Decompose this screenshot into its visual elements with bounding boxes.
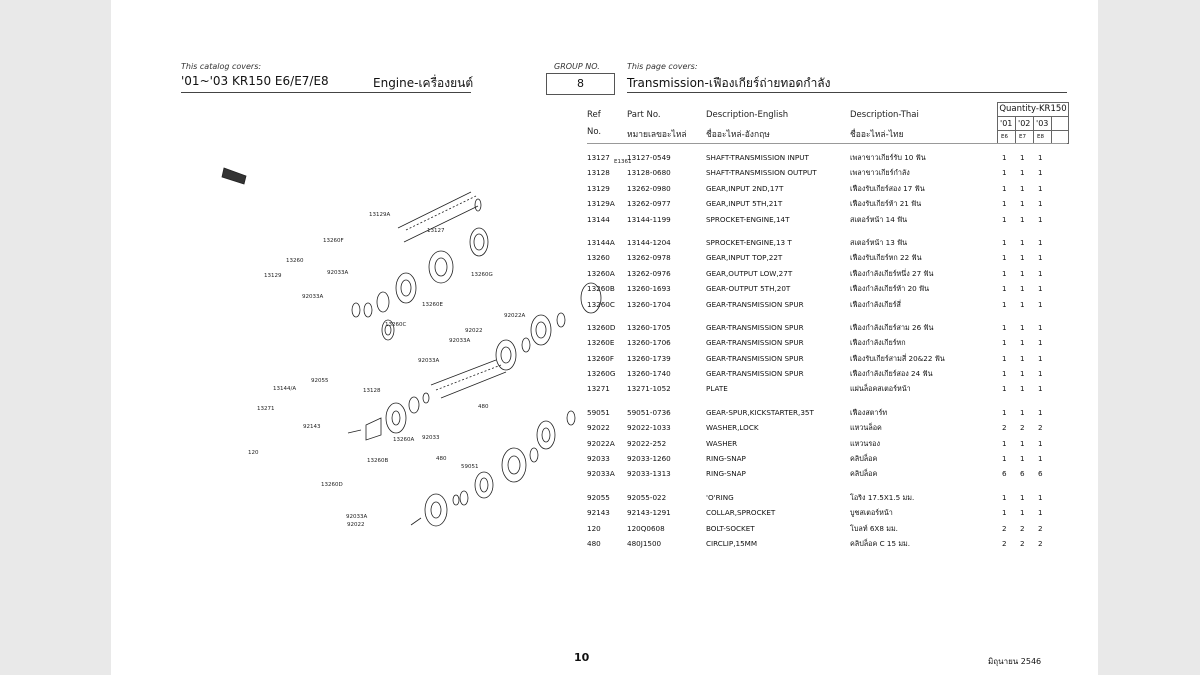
description-thai-cell: สเตอร์หน้า 13 ฟัน bbox=[850, 237, 908, 247]
gear-13260 bbox=[396, 273, 416, 303]
part-number-cell: 13127-0549 bbox=[627, 153, 671, 162]
ref-cell: 13144A bbox=[587, 237, 615, 247]
col-desc-en-2: ชื่ออะไหล่-อังกฤษ bbox=[706, 130, 770, 140]
description-english-cell: 'O'RING bbox=[706, 492, 734, 502]
description-english-cell: SPROCKET-ENGINE,13 T bbox=[706, 237, 792, 247]
table-row bbox=[587, 366, 1057, 381]
qty-03-cell: 1 bbox=[1038, 237, 1043, 247]
part-number-cell: 92022-252 bbox=[627, 438, 667, 448]
diagram-label: 120 bbox=[248, 450, 259, 456]
qty-01-cell: 1 bbox=[1002, 508, 1007, 518]
gear-13260f bbox=[429, 251, 453, 283]
qty-03-cell: 1 bbox=[1038, 492, 1043, 502]
page-covers-label: This page covers: bbox=[627, 62, 698, 71]
table-row bbox=[587, 351, 1057, 366]
qty-03-cell: 1 bbox=[1038, 369, 1043, 379]
ref-cell: 13128 bbox=[587, 168, 610, 178]
table-row bbox=[587, 420, 1057, 435]
qty-03-cell: 1 bbox=[1038, 199, 1043, 209]
gear-13260e bbox=[531, 315, 551, 345]
table-row bbox=[587, 381, 1057, 396]
part-number-cell: 13128-0680 bbox=[627, 168, 671, 178]
part-number-cell: 92143-1291 bbox=[627, 508, 671, 518]
qty-02-cell: 1 bbox=[1020, 214, 1025, 224]
ref-cell: 13260B bbox=[587, 284, 615, 294]
table-row bbox=[587, 335, 1057, 350]
part-number-cell: 92022-1033 bbox=[627, 423, 671, 433]
description-thai-cell: คลิปล็อค bbox=[850, 469, 878, 479]
description-english-cell: PLATE bbox=[706, 384, 728, 394]
qty-01-cell: 1 bbox=[1002, 407, 1007, 417]
qty-03-cell: 2 bbox=[1038, 423, 1043, 433]
year-03: '03 bbox=[1036, 119, 1049, 128]
model-e8: E8 bbox=[1037, 134, 1044, 140]
ref-cell: 13144 bbox=[587, 214, 610, 224]
description-thai-cell: สเตอร์หน้า 14 ฟัน bbox=[850, 214, 908, 224]
model-e7: E7 bbox=[1019, 134, 1026, 140]
diagram-label: 92033A bbox=[449, 338, 471, 344]
qty-01-cell: 1 bbox=[1002, 454, 1007, 464]
page-date: มิถุนายน 2546 bbox=[988, 657, 1042, 666]
qty-01-cell: 1 bbox=[1002, 183, 1007, 193]
description-thai-cell: เฟืองรับเกียร์สอง 17 ฟัน bbox=[850, 183, 925, 193]
header-rule-left bbox=[181, 92, 471, 93]
qty-02-cell: 1 bbox=[1020, 268, 1025, 278]
diagram-label: 13260C bbox=[385, 322, 407, 328]
ref-cell: 92033A bbox=[587, 469, 615, 479]
quantity-title: Quantity-KR150 bbox=[999, 104, 1067, 114]
part-number-cell: 13260-1704 bbox=[627, 299, 671, 309]
ref-cell: 92033 bbox=[587, 454, 610, 464]
table-row bbox=[587, 150, 1057, 165]
page-title: Transmission-เฟืองเกียร์ถ่ายทอดกำลัง bbox=[627, 76, 831, 90]
description-thai-cell: เฟืองกำลังเกียร์สอง 24 ฟัน bbox=[850, 369, 933, 379]
description-english-cell: GEAR-TRANSMISSION SPUR bbox=[706, 369, 804, 379]
model-title: '01~'03 KR150 E6/E7/E8 bbox=[181, 74, 329, 88]
qty-01-cell: 1 bbox=[1002, 284, 1007, 294]
diagram-label: 59051 bbox=[461, 464, 479, 470]
table-row bbox=[587, 466, 1057, 481]
description-english-cell: SHAFT-TRANSMISSION OUTPUT bbox=[706, 168, 817, 178]
diagram-label: 92022 bbox=[347, 522, 365, 528]
diagram-label: 92033A bbox=[327, 270, 349, 276]
diagram-label: 13129 bbox=[264, 273, 282, 279]
ref-cell: 13260C bbox=[587, 299, 615, 309]
diagram-label: 480 bbox=[436, 456, 447, 462]
qty-02-cell: 2 bbox=[1020, 523, 1025, 533]
description-english-cell: RING-SNAP bbox=[706, 454, 746, 464]
description-thai-cell: เฟืองรับเกียร์สามสี่ 20&22 ฟัน bbox=[850, 353, 945, 363]
qty-02-cell: 1 bbox=[1020, 322, 1025, 332]
qty-03-cell: 1 bbox=[1038, 284, 1043, 294]
part-number-cell: 120Q0608 bbox=[627, 523, 665, 533]
description-thai-cell: โอริง 17.5X1.5 มม. bbox=[850, 492, 915, 502]
diagram-label: 13127 bbox=[427, 228, 445, 234]
qty-03-cell: 1 bbox=[1038, 454, 1043, 464]
qty-02-cell: 1 bbox=[1020, 299, 1025, 309]
part-number-cell: 92055-022 bbox=[627, 492, 667, 502]
col-part: Part No. bbox=[627, 110, 661, 120]
ref-cell: 92143 bbox=[587, 508, 610, 518]
qty-03-cell: 2 bbox=[1038, 538, 1043, 548]
part-number-cell: 92033-1313 bbox=[627, 469, 671, 479]
ref-cell: 13260D bbox=[587, 322, 616, 332]
diagram-label: 92022 bbox=[465, 328, 483, 334]
ref-cell: 13127 bbox=[587, 153, 610, 162]
qty-01-cell: 1 bbox=[1002, 199, 1007, 209]
table-row bbox=[587, 235, 1057, 250]
description-thai-cell: เฟืองสตาร์ท bbox=[850, 407, 888, 417]
description-english-cell: GEAR-SPUR,KICKSTARTER,35T bbox=[706, 407, 814, 417]
description-thai-cell: เพลาขาวเกียร์รับ 10 ฟัน bbox=[850, 153, 926, 162]
description-thai-cell: แหวนล็อค bbox=[850, 423, 882, 433]
diagram-label: 13128 bbox=[363, 388, 381, 394]
diagram-label: 13260B bbox=[367, 458, 389, 464]
table-row bbox=[587, 405, 1057, 420]
part-number-cell: 13260-1705 bbox=[627, 322, 671, 332]
description-english-cell: GEAR-TRANSMISSION SPUR bbox=[706, 353, 804, 363]
part-number-cell: 13260-1706 bbox=[627, 338, 671, 348]
col-desc-en: Description-English bbox=[706, 110, 789, 120]
qty-02-cell: 1 bbox=[1020, 369, 1025, 379]
diagram-label: 92033A bbox=[346, 514, 368, 520]
qty-01-cell: 1 bbox=[1002, 338, 1007, 348]
description-english-cell: GEAR,INPUT 5TH,21T bbox=[706, 199, 783, 209]
qty-03-cell: 1 bbox=[1038, 268, 1043, 278]
diagram-label: 92033A bbox=[302, 294, 324, 300]
ref-cell: 120 bbox=[587, 523, 601, 533]
column-header-rule bbox=[587, 143, 1067, 144]
qty-03-cell: 1 bbox=[1038, 183, 1043, 193]
ref-cell: 92055 bbox=[587, 492, 610, 502]
part-number-cell: 59051-0736 bbox=[627, 407, 671, 417]
diagram-label: 13271 bbox=[257, 406, 275, 412]
description-thai-cell: โบลท์ 6X8 มม. bbox=[850, 523, 898, 533]
year-01: '01 bbox=[1000, 119, 1013, 128]
qty-03-cell: 6 bbox=[1038, 469, 1043, 479]
description-english-cell: SHAFT-TRANSMISSION INPUT bbox=[706, 153, 809, 162]
table-row bbox=[587, 490, 1057, 505]
part-number-cell: 13260-1739 bbox=[627, 353, 671, 363]
table-row bbox=[587, 297, 1057, 312]
gear-13260a bbox=[502, 448, 526, 482]
description-english-cell: SPROCKET-ENGINE,14T bbox=[706, 214, 790, 224]
col-ref: Ref bbox=[587, 110, 601, 120]
qty-03-cell: 1 bbox=[1038, 253, 1043, 263]
qty-01-cell: 1 bbox=[1002, 353, 1007, 363]
diagram-label: 92055 bbox=[311, 378, 329, 384]
ref-cell: 92022 bbox=[587, 423, 610, 433]
qty-03-cell: 1 bbox=[1038, 384, 1043, 394]
qty-02-cell: 1 bbox=[1020, 199, 1025, 209]
ref-cell: 13260G bbox=[587, 369, 616, 379]
table-row bbox=[587, 212, 1057, 227]
ref-cell: 59051 bbox=[587, 407, 610, 417]
gear-13129a bbox=[470, 228, 488, 256]
qty-01-cell: 1 bbox=[1002, 237, 1007, 247]
qty-02-cell: 1 bbox=[1020, 492, 1025, 502]
diagram-label: 13260D bbox=[321, 482, 343, 488]
description-thai-cell: แหวนรอง bbox=[850, 438, 881, 448]
diagram-code: E1361 bbox=[614, 159, 632, 165]
description-thai-cell: เฟืองกำลังเกียร์หนึ่ง 27 ฟัน bbox=[850, 268, 934, 278]
qty-02-cell: 1 bbox=[1020, 284, 1025, 294]
table-row bbox=[587, 266, 1057, 281]
table-row bbox=[587, 536, 1057, 551]
ref-cell: 13260E bbox=[587, 338, 615, 348]
part-number-cell: 13260-1693 bbox=[627, 284, 671, 294]
qty-01-cell: 1 bbox=[1002, 268, 1007, 278]
table-row bbox=[587, 521, 1057, 536]
catalog-covers-label: This catalog covers: bbox=[181, 62, 262, 71]
part-number-cell: 13260-1740 bbox=[627, 369, 671, 379]
diagram-label: 13260A bbox=[393, 437, 415, 443]
qty-01-cell: 6 bbox=[1002, 469, 1007, 479]
qty-03-cell: 1 bbox=[1038, 407, 1043, 417]
qty-02-cell: 2 bbox=[1020, 423, 1025, 433]
diagram-label: 13260 bbox=[286, 258, 304, 264]
qty-03-cell: 1 bbox=[1038, 508, 1043, 518]
qty-01-cell: 1 bbox=[1002, 299, 1007, 309]
year-02: '02 bbox=[1018, 119, 1031, 128]
qty-01-cell: 2 bbox=[1002, 423, 1007, 433]
page-number: 10 bbox=[574, 651, 590, 664]
front-arrow-icon bbox=[222, 168, 246, 184]
table-row bbox=[587, 165, 1057, 180]
description-thai-cell: แผ่นล็อคสเตอร์หน้า bbox=[850, 384, 911, 394]
gear-59051 bbox=[537, 421, 555, 449]
ref-cell: 13260 bbox=[587, 253, 610, 263]
col-desc-th: Description-Thai bbox=[850, 110, 919, 120]
part-number-cell: 13271-1052 bbox=[627, 384, 671, 394]
qty-02-cell: 6 bbox=[1020, 469, 1025, 479]
table-row bbox=[587, 451, 1057, 466]
qty-02-cell: 1 bbox=[1020, 353, 1025, 363]
qty-02-cell: 1 bbox=[1020, 168, 1025, 178]
description-thai-cell: เพลาขาวเกียร์กำลัง bbox=[850, 168, 910, 178]
description-thai-cell: เฟืองกำลังเกียร์สาม 26 ฟัน bbox=[850, 322, 934, 332]
ref-cell: 13260F bbox=[587, 353, 614, 363]
qty-03-cell: 2 bbox=[1038, 523, 1043, 533]
description-english-cell: WASHER bbox=[706, 438, 738, 448]
description-english-cell: CIRCLIP,15MM bbox=[706, 538, 758, 548]
ref-cell: 13129 bbox=[587, 183, 610, 193]
qty-03-cell: 1 bbox=[1038, 338, 1043, 348]
description-english-cell: BOLT-SOCKET bbox=[706, 523, 755, 533]
gear-13260d bbox=[425, 494, 447, 526]
qty-02-cell: 1 bbox=[1020, 253, 1025, 263]
diagram-label: 13260F bbox=[323, 238, 344, 244]
model-e6: E6 bbox=[1001, 134, 1008, 140]
ref-cell: 13271 bbox=[587, 384, 610, 394]
description-english-cell: WASHER,LOCK bbox=[706, 423, 759, 433]
table-row bbox=[587, 181, 1057, 196]
description-thai-cell: บูชสเตอร์หน้า bbox=[850, 508, 893, 518]
qty-01-cell: 1 bbox=[1002, 153, 1007, 162]
quantity-header bbox=[997, 102, 1069, 144]
description-english-cell: GEAR-TRANSMISSION SPUR bbox=[706, 299, 804, 309]
qty-01-cell: 1 bbox=[1002, 253, 1007, 263]
table-row bbox=[587, 320, 1057, 335]
part-number-cell: 480J1500 bbox=[627, 538, 662, 548]
qty-01-cell: 2 bbox=[1002, 538, 1007, 548]
qty-01-cell: 1 bbox=[1002, 384, 1007, 394]
qty-01-cell: 1 bbox=[1002, 168, 1007, 178]
table-row bbox=[587, 196, 1057, 211]
qty-03-cell: 1 bbox=[1038, 438, 1043, 448]
gear-13260c bbox=[496, 340, 516, 370]
description-thai-cell: เฟืองกำลังเกียร์สี่ bbox=[850, 299, 901, 309]
qty-02-cell: 1 bbox=[1020, 237, 1025, 247]
qty-03-cell: 1 bbox=[1038, 214, 1043, 224]
table-row bbox=[587, 281, 1057, 296]
transmission-diagram bbox=[216, 150, 632, 550]
part-number-cell: 13144-1199 bbox=[627, 214, 671, 224]
qty-02-cell: 1 bbox=[1020, 407, 1025, 417]
qty-03-cell: 1 bbox=[1038, 322, 1043, 332]
group-label: GROUP NO. bbox=[554, 62, 600, 71]
table-row bbox=[587, 250, 1057, 265]
qty-01-cell: 1 bbox=[1002, 492, 1007, 502]
description-english-cell: GEAR,OUTPUT LOW,27T bbox=[706, 268, 793, 278]
ref-cell: 480 bbox=[587, 538, 601, 548]
part-number-cell: 13144-1204 bbox=[627, 237, 671, 247]
part-number-cell: 13262-0978 bbox=[627, 253, 671, 263]
qty-01-cell: 1 bbox=[1002, 322, 1007, 332]
qty-02-cell: 1 bbox=[1020, 384, 1025, 394]
part-number-cell: 13262-0976 bbox=[627, 268, 671, 278]
qty-02-cell: 1 bbox=[1020, 454, 1025, 464]
diagram-label: 92022A bbox=[504, 313, 526, 319]
header-rule-right bbox=[627, 92, 1067, 93]
section-title: Engine-เครื่องยนต์ bbox=[373, 76, 474, 90]
qty-03-cell: 1 bbox=[1038, 299, 1043, 309]
diagram-label: 13144/A bbox=[273, 386, 297, 392]
description-thai-cell: เฟืองกำลังเกียร์หก bbox=[850, 338, 906, 348]
description-english-cell: GEAR-TRANSMISSION SPUR bbox=[706, 322, 804, 332]
description-english-cell: GEAR,INPUT 2ND,17T bbox=[706, 183, 784, 193]
qty-03-cell: 1 bbox=[1038, 168, 1043, 178]
qty-02-cell: 1 bbox=[1020, 438, 1025, 448]
description-thai-cell: เฟืองรับเกียร์หก 22 ฟัน bbox=[850, 253, 922, 263]
description-thai-cell: คลิปล็อค C 15 มม. bbox=[850, 538, 911, 548]
qty-02-cell: 2 bbox=[1020, 538, 1025, 548]
ref-cell: 13260A bbox=[587, 268, 615, 278]
diagram-label: 13260G bbox=[471, 272, 493, 278]
diagram-label: 92033 bbox=[422, 435, 440, 441]
qty-02-cell: 1 bbox=[1020, 338, 1025, 348]
qty-01-cell: 1 bbox=[1002, 369, 1007, 379]
qty-02-cell: 1 bbox=[1020, 508, 1025, 518]
output-shaft bbox=[431, 360, 506, 398]
diagram-label: 13260E bbox=[422, 302, 443, 308]
table-row bbox=[587, 436, 1057, 451]
diagram-label: 92143 bbox=[303, 424, 321, 430]
description-english-cell: GEAR-OUTPUT 5TH,20T bbox=[706, 284, 791, 294]
description-english-cell: GEAR,INPUT TOP,22T bbox=[706, 253, 783, 263]
qty-03-cell: 1 bbox=[1038, 153, 1043, 162]
diagram-label: 13129A bbox=[369, 212, 391, 218]
col-ref-2: No. bbox=[587, 127, 602, 137]
description-thai-cell: เฟืองกำลังเกียร์ห้า 20 ฟัน bbox=[850, 284, 930, 294]
description-english-cell: RING-SNAP bbox=[706, 469, 746, 479]
part-number-cell: 13262-0977 bbox=[627, 199, 671, 209]
description-thai-cell: คลิปล็อค bbox=[850, 454, 878, 464]
description-thai-cell: เฟืองรับเกียร์ห้า 21 ฟัน bbox=[850, 199, 922, 209]
part-number-cell: 92033-1260 bbox=[627, 454, 671, 464]
diagram-label: 480 bbox=[478, 404, 489, 410]
qty-01-cell: 2 bbox=[1002, 523, 1007, 533]
qty-01-cell: 1 bbox=[1002, 214, 1007, 224]
ref-cell: 13129A bbox=[587, 199, 615, 209]
table-row bbox=[587, 505, 1057, 520]
description-english-cell: COLLAR,SPROCKET bbox=[706, 508, 776, 518]
col-part-2: หมายเลขอะไหล่ bbox=[627, 130, 687, 140]
sprocket-13144 bbox=[386, 403, 406, 433]
gear-13260b bbox=[475, 472, 493, 498]
qty-03-cell: 1 bbox=[1038, 353, 1043, 363]
part-number-cell: 13262-0980 bbox=[627, 183, 671, 193]
group-number: 8 bbox=[546, 73, 615, 95]
col-desc-th-2: ชื่ออะไหล่-ไทย bbox=[850, 130, 904, 140]
input-shaft bbox=[398, 192, 478, 242]
diagram-label: 92033A bbox=[418, 358, 440, 364]
qty-01-cell: 1 bbox=[1002, 438, 1007, 448]
description-english-cell: GEAR-TRANSMISSION SPUR bbox=[706, 338, 804, 348]
parts-table bbox=[587, 150, 1057, 551]
qty-02-cell: 1 bbox=[1020, 183, 1025, 193]
catalog-page bbox=[111, 0, 1098, 675]
qty-02-cell: 1 bbox=[1020, 153, 1025, 162]
ref-cell: 92022A bbox=[587, 438, 615, 448]
